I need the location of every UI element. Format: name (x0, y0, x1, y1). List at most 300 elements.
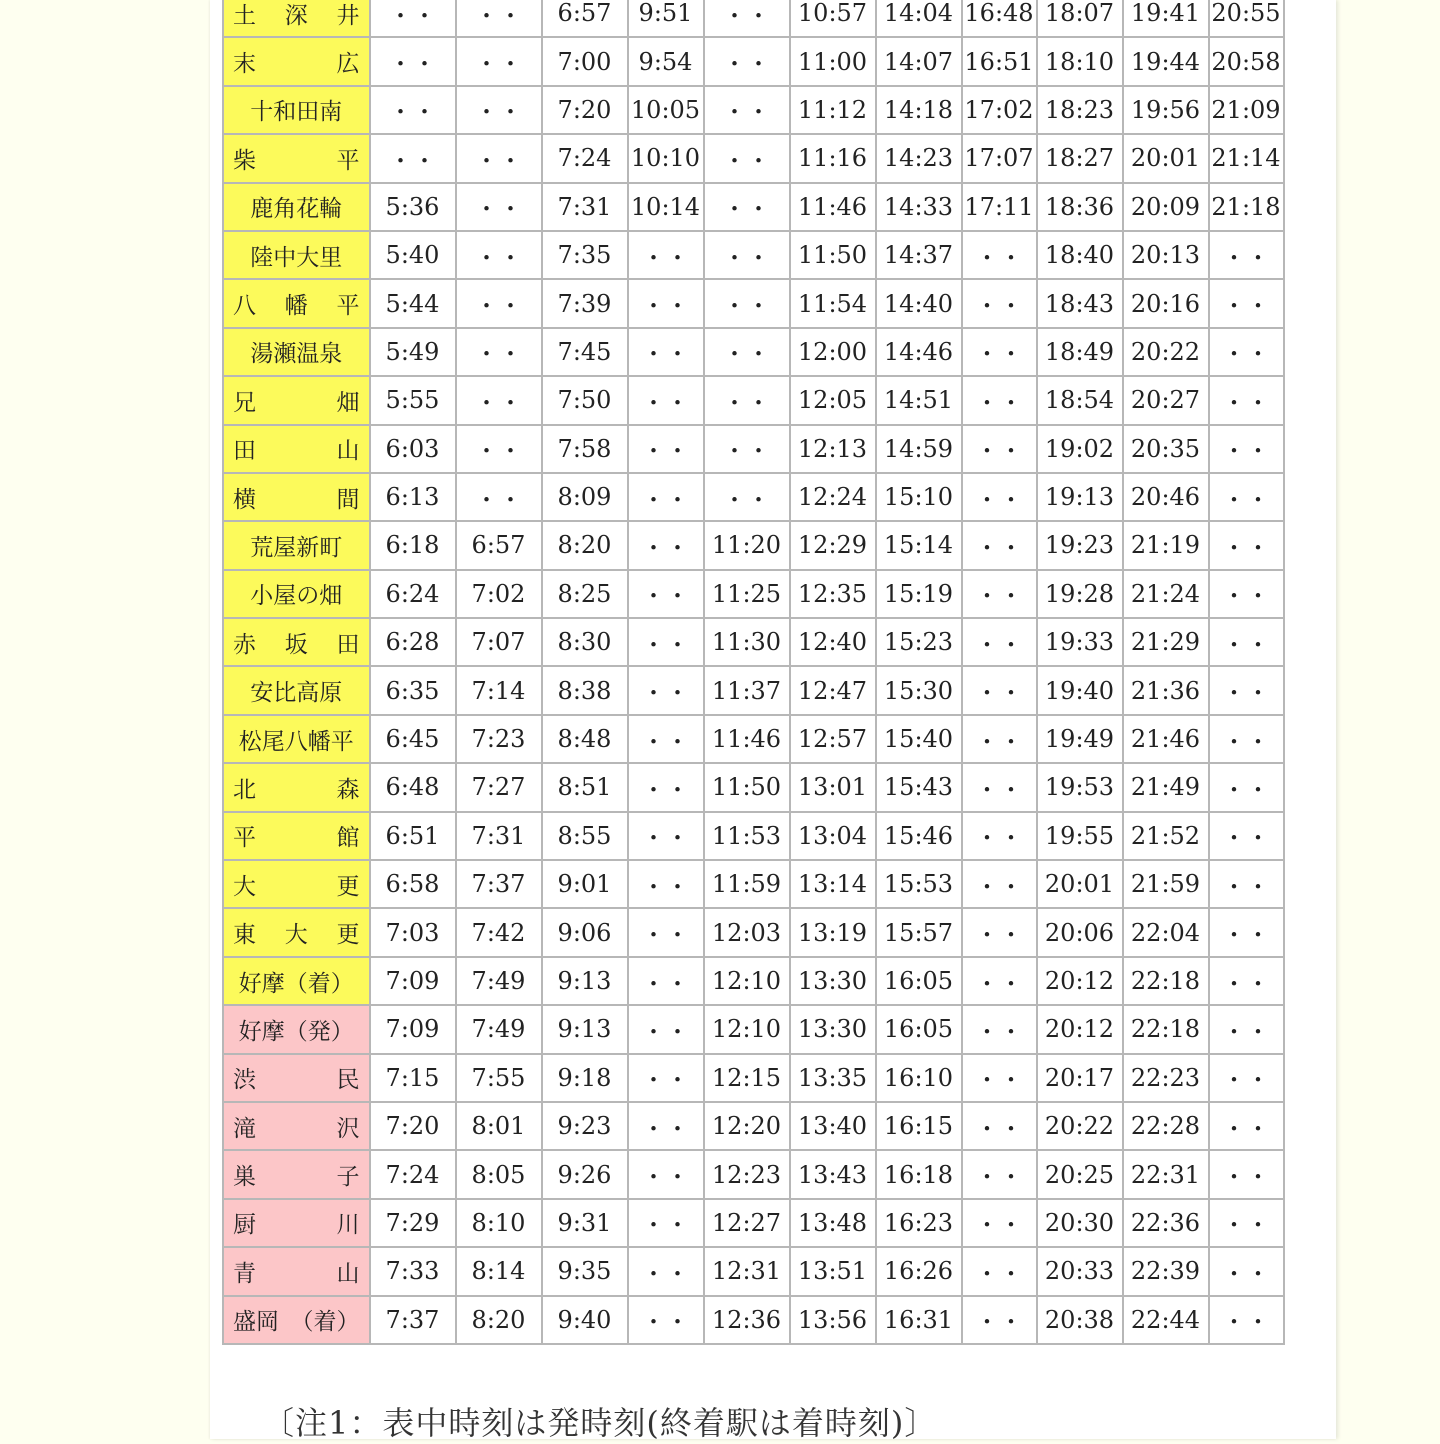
time-cell: 7:09 (370, 1005, 456, 1053)
time-cell: 7:20 (542, 86, 628, 134)
time-cell: ・・ (1209, 763, 1284, 811)
time-cell: 13:51 (790, 1247, 876, 1295)
time-cell: 18:36 (1037, 183, 1123, 231)
time-cell: 11:46 (704, 715, 790, 763)
time-cell: 12:15 (704, 1054, 790, 1102)
station-name-cell: 好摩（着） (223, 957, 370, 1005)
time-cell: ・・ (628, 473, 704, 521)
time-cell: 12:35 (790, 570, 876, 618)
time-cell: ・・ (628, 376, 704, 424)
time-cell: 21:49 (1123, 763, 1209, 811)
time-cell: 20:55 (1209, 0, 1284, 37)
time-cell: 13:43 (790, 1150, 876, 1198)
time-cell: 20:22 (1037, 1102, 1123, 1150)
station-name-cell: 小屋の畑 (223, 570, 370, 618)
time-cell: 16:05 (876, 957, 962, 1005)
time-cell: ・・ (704, 231, 790, 279)
time-cell: ・・ (456, 183, 542, 231)
time-cell: ・・ (962, 908, 1037, 956)
time-cell: ・・ (962, 618, 1037, 666)
time-cell: ・・ (1209, 570, 1284, 618)
time-cell: 7:02 (456, 570, 542, 618)
time-cell: 7:09 (370, 957, 456, 1005)
time-cell: ・・ (1209, 1296, 1284, 1344)
footnote: 〔注1：表中時刻は発時刻(終着駅は着時刻)〕 (262, 1404, 938, 1442)
time-cell: 7:31 (456, 812, 542, 860)
time-cell: ・・ (962, 1150, 1037, 1198)
time-cell: 13:56 (790, 1296, 876, 1344)
time-cell: 13:01 (790, 763, 876, 811)
time-cell: 5:36 (370, 183, 456, 231)
time-cell: 12:24 (790, 473, 876, 521)
time-cell: 7:49 (456, 1005, 542, 1053)
time-cell: 21:14 (1209, 134, 1284, 182)
time-cell: 11:25 (704, 570, 790, 618)
station-name-cell: 田 山 (223, 425, 370, 473)
time-cell: 12:27 (704, 1199, 790, 1247)
time-cell: ・・ (628, 279, 704, 327)
time-cell: 15:10 (876, 473, 962, 521)
time-cell: 12:05 (790, 376, 876, 424)
time-cell: ・・ (628, 618, 704, 666)
time-cell: ・・ (962, 957, 1037, 1005)
station-name-cell: 鹿角花輪 (223, 183, 370, 231)
time-cell: 15:14 (876, 521, 962, 569)
time-cell: 12:10 (704, 1005, 790, 1053)
time-cell: 8:14 (456, 1247, 542, 1295)
time-cell: 10:05 (628, 86, 704, 134)
time-cell: ・・ (962, 1005, 1037, 1053)
time-cell: 5:40 (370, 231, 456, 279)
time-cell: 7:31 (542, 183, 628, 231)
time-cell: ・・ (628, 425, 704, 473)
table-row (223, 231, 1284, 279)
time-cell: ・・ (1209, 1199, 1284, 1247)
time-cell: ・・ (370, 0, 456, 37)
time-cell: 12:20 (704, 1102, 790, 1150)
time-cell: 6:03 (370, 425, 456, 473)
time-cell: 11:59 (704, 860, 790, 908)
station-name-cell: 好摩（発） (223, 1005, 370, 1053)
table-row (223, 570, 1284, 618)
time-cell: 9:18 (542, 1054, 628, 1102)
time-cell: 10:14 (628, 183, 704, 231)
time-cell: 18:07 (1037, 0, 1123, 37)
time-cell: 9:40 (542, 1296, 628, 1344)
time-cell: 8:30 (542, 618, 628, 666)
time-cell: 5:55 (370, 376, 456, 424)
time-cell: ・・ (456, 425, 542, 473)
time-cell: 21:52 (1123, 812, 1209, 860)
time-cell: ・・ (962, 812, 1037, 860)
table-row (223, 1247, 1284, 1295)
time-cell: ・・ (628, 328, 704, 376)
time-cell: 14:23 (876, 134, 962, 182)
time-cell: 9:06 (542, 908, 628, 956)
table-row (223, 376, 1284, 424)
table-row (223, 328, 1284, 376)
time-cell: ・・ (704, 183, 790, 231)
station-name-cell: 松尾八幡平 (223, 715, 370, 763)
station-name-cell: 赤 坂 田 (223, 618, 370, 666)
time-cell: 15:53 (876, 860, 962, 908)
time-cell: 11:53 (704, 812, 790, 860)
time-cell: ・・ (456, 86, 542, 134)
time-cell: 22:36 (1123, 1199, 1209, 1247)
time-cell: 8:38 (542, 666, 628, 714)
time-cell: 19:41 (1123, 0, 1209, 37)
time-cell: 20:12 (1037, 957, 1123, 1005)
time-cell: ・・ (1209, 1005, 1284, 1053)
time-cell: ・・ (1209, 715, 1284, 763)
time-cell: 6:57 (456, 521, 542, 569)
time-cell: ・・ (962, 666, 1037, 714)
time-cell: 13:40 (790, 1102, 876, 1150)
table-row (223, 908, 1284, 956)
station-name-cell: 巣 子 (223, 1150, 370, 1198)
time-cell: 20:46 (1123, 473, 1209, 521)
time-cell: 9:26 (542, 1150, 628, 1198)
time-cell: 15:40 (876, 715, 962, 763)
time-cell: ・・ (1209, 1150, 1284, 1198)
time-cell: ・・ (628, 1150, 704, 1198)
time-cell: ・・ (456, 279, 542, 327)
time-cell: 11:20 (704, 521, 790, 569)
time-cell: ・・ (628, 763, 704, 811)
time-cell: ・・ (456, 37, 542, 85)
time-cell: 20:12 (1037, 1005, 1123, 1053)
table-row (223, 812, 1284, 860)
time-cell: ・・ (1209, 376, 1284, 424)
time-cell: 20:22 (1123, 328, 1209, 376)
time-cell: ・・ (1209, 957, 1284, 1005)
time-cell: 20:13 (1123, 231, 1209, 279)
time-cell: 13:35 (790, 1054, 876, 1102)
table-row (223, 425, 1284, 473)
time-cell: 6:13 (370, 473, 456, 521)
table-row (223, 1199, 1284, 1247)
time-cell: ・・ (628, 1296, 704, 1344)
time-cell: 6:18 (370, 521, 456, 569)
time-cell: ・・ (704, 328, 790, 376)
table-row (223, 1054, 1284, 1102)
time-cell: 18:40 (1037, 231, 1123, 279)
time-cell: 9:31 (542, 1199, 628, 1247)
table-row (223, 715, 1284, 763)
time-cell: 12:10 (704, 957, 790, 1005)
station-name-cell: 厨 川 (223, 1199, 370, 1247)
time-cell: 7:00 (542, 37, 628, 85)
station-name-cell: 盛岡 （着） (223, 1296, 370, 1344)
time-cell: 15:46 (876, 812, 962, 860)
time-cell: ・・ (962, 1247, 1037, 1295)
time-cell: 6:51 (370, 812, 456, 860)
time-cell: 20:09 (1123, 183, 1209, 231)
time-cell: 12:13 (790, 425, 876, 473)
time-cell: ・・ (628, 1199, 704, 1247)
time-cell: 7:58 (542, 425, 628, 473)
time-cell: ・・ (962, 328, 1037, 376)
time-cell: ・・ (1209, 328, 1284, 376)
time-cell: ・・ (628, 1005, 704, 1053)
time-cell: 12:57 (790, 715, 876, 763)
time-cell: ・・ (1209, 1102, 1284, 1150)
station-name-cell: 大 更 (223, 860, 370, 908)
time-cell: ・・ (1209, 860, 1284, 908)
time-cell: 7:39 (542, 279, 628, 327)
time-cell: 7:15 (370, 1054, 456, 1102)
time-cell: 22:23 (1123, 1054, 1209, 1102)
time-cell: 8:20 (542, 521, 628, 569)
time-cell: 22:39 (1123, 1247, 1209, 1295)
time-cell: 13:04 (790, 812, 876, 860)
time-cell: ・・ (370, 134, 456, 182)
time-cell: 9:51 (628, 0, 704, 37)
table-row (223, 860, 1284, 908)
time-cell: 12:40 (790, 618, 876, 666)
station-name-cell: 陸中大里 (223, 231, 370, 279)
table-row (223, 1102, 1284, 1150)
time-cell: 8:01 (456, 1102, 542, 1150)
time-cell: 16:23 (876, 1199, 962, 1247)
time-cell: 16:48 (962, 0, 1037, 37)
time-cell: 16:18 (876, 1150, 962, 1198)
time-cell: 9:13 (542, 957, 628, 1005)
time-cell: 13:14 (790, 860, 876, 908)
time-cell: 13:30 (790, 957, 876, 1005)
time-cell: ・・ (1209, 231, 1284, 279)
time-cell: ・・ (962, 715, 1037, 763)
time-cell: 8:55 (542, 812, 628, 860)
time-cell: 14:51 (876, 376, 962, 424)
time-cell: 19:23 (1037, 521, 1123, 569)
table-row (223, 37, 1284, 85)
time-cell: 15:57 (876, 908, 962, 956)
time-cell: 9:23 (542, 1102, 628, 1150)
station-name-cell: 滝 沢 (223, 1102, 370, 1150)
time-cell: 19:49 (1037, 715, 1123, 763)
time-cell: 21:29 (1123, 618, 1209, 666)
time-cell: ・・ (704, 134, 790, 182)
table-row (223, 957, 1284, 1005)
table-row (223, 279, 1284, 327)
time-cell: 7:37 (456, 860, 542, 908)
table-row (223, 473, 1284, 521)
table-row (223, 86, 1284, 134)
time-cell: 19:55 (1037, 812, 1123, 860)
time-cell: 21:46 (1123, 715, 1209, 763)
time-cell: ・・ (962, 279, 1037, 327)
time-cell: 10:10 (628, 134, 704, 182)
time-cell: 21:19 (1123, 521, 1209, 569)
time-cell: 14:46 (876, 328, 962, 376)
time-cell: 7:49 (456, 957, 542, 1005)
time-cell: ・・ (456, 134, 542, 182)
time-cell: ・・ (456, 328, 542, 376)
timetable-body (223, 0, 1284, 1344)
time-cell: 12:36 (704, 1296, 790, 1344)
time-cell: ・・ (704, 376, 790, 424)
time-cell: 18:27 (1037, 134, 1123, 182)
time-cell: ・・ (1209, 279, 1284, 327)
time-cell: 11:16 (790, 134, 876, 182)
time-cell: 7:29 (370, 1199, 456, 1247)
time-cell: 14:33 (876, 183, 962, 231)
station-name-cell: 八 幡 平 (223, 279, 370, 327)
time-cell: 18:43 (1037, 279, 1123, 327)
time-cell: ・・ (962, 231, 1037, 279)
time-cell: 14:07 (876, 37, 962, 85)
time-cell: 15:30 (876, 666, 962, 714)
time-cell: 14:40 (876, 279, 962, 327)
time-cell: 8:25 (542, 570, 628, 618)
time-cell: ・・ (962, 425, 1037, 473)
time-cell: ・・ (704, 473, 790, 521)
time-cell: 19:28 (1037, 570, 1123, 618)
time-cell: 16:05 (876, 1005, 962, 1053)
time-cell: 7:27 (456, 763, 542, 811)
station-name-cell: 東 大 更 (223, 908, 370, 956)
time-cell: 11:46 (790, 183, 876, 231)
table-row (223, 183, 1284, 231)
time-cell: 14:37 (876, 231, 962, 279)
table-row (223, 618, 1284, 666)
time-cell: 7:07 (456, 618, 542, 666)
time-cell: 19:44 (1123, 37, 1209, 85)
time-cell: 20:01 (1123, 134, 1209, 182)
time-cell: ・・ (628, 570, 704, 618)
time-cell: 22:28 (1123, 1102, 1209, 1150)
station-name-cell: 平 館 (223, 812, 370, 860)
table-row (223, 763, 1284, 811)
time-cell: ・・ (704, 86, 790, 134)
time-cell: ・・ (704, 425, 790, 473)
time-cell: 5:49 (370, 328, 456, 376)
time-cell: 7:24 (370, 1150, 456, 1198)
time-cell: 22:18 (1123, 1005, 1209, 1053)
time-cell: 7:24 (542, 134, 628, 182)
time-cell: 11:50 (704, 763, 790, 811)
time-cell: 6:28 (370, 618, 456, 666)
station-name-cell: 荒屋新町 (223, 521, 370, 569)
station-name-cell: 青 山 (223, 1247, 370, 1295)
time-cell: 18:23 (1037, 86, 1123, 134)
station-name-cell: 北 森 (223, 763, 370, 811)
time-cell: 8:51 (542, 763, 628, 811)
time-cell: ・・ (1209, 473, 1284, 521)
time-cell: 11:30 (704, 618, 790, 666)
time-cell: ・・ (628, 812, 704, 860)
time-cell: ・・ (962, 1199, 1037, 1247)
time-cell: 6:45 (370, 715, 456, 763)
time-cell: 11:54 (790, 279, 876, 327)
time-cell: 22:04 (1123, 908, 1209, 956)
time-cell: 14:59 (876, 425, 962, 473)
table-row (223, 1296, 1284, 1344)
time-cell: 12:03 (704, 908, 790, 956)
time-cell: ・・ (962, 521, 1037, 569)
time-cell: 6:58 (370, 860, 456, 908)
time-cell: ・・ (456, 473, 542, 521)
time-cell: 6:35 (370, 666, 456, 714)
time-cell: 11:50 (790, 231, 876, 279)
time-cell: 18:54 (1037, 376, 1123, 424)
table-row (223, 0, 1284, 37)
time-cell: 7:23 (456, 715, 542, 763)
time-cell: 21:18 (1209, 183, 1284, 231)
time-cell: 20:38 (1037, 1296, 1123, 1344)
time-cell: 7:35 (542, 231, 628, 279)
time-cell: ・・ (456, 376, 542, 424)
time-cell: 13:19 (790, 908, 876, 956)
time-cell: ・・ (962, 1296, 1037, 1344)
time-cell: 14:04 (876, 0, 962, 37)
time-cell: 9:01 (542, 860, 628, 908)
time-cell: 16:51 (962, 37, 1037, 85)
time-cell: 12:00 (790, 328, 876, 376)
time-cell: 5:44 (370, 279, 456, 327)
time-cell: 7:37 (370, 1296, 456, 1344)
time-cell: 16:10 (876, 1054, 962, 1102)
time-cell: 15:43 (876, 763, 962, 811)
time-cell: 6:57 (542, 0, 628, 37)
station-name-cell: 湯瀬温泉 (223, 328, 370, 376)
time-cell: 17:02 (962, 86, 1037, 134)
table-row (223, 134, 1284, 182)
time-cell: 17:07 (962, 134, 1037, 182)
time-cell: 13:30 (790, 1005, 876, 1053)
time-cell: 21:36 (1123, 666, 1209, 714)
time-cell: 13:48 (790, 1199, 876, 1247)
time-cell: ・・ (1209, 812, 1284, 860)
time-cell: 19:02 (1037, 425, 1123, 473)
time-cell: 15:23 (876, 618, 962, 666)
time-cell: 16:26 (876, 1247, 962, 1295)
time-cell: ・・ (962, 473, 1037, 521)
time-cell: ・・ (370, 86, 456, 134)
station-name-cell: 末 広 (223, 37, 370, 85)
time-cell: 21:59 (1123, 860, 1209, 908)
time-cell: 20:25 (1037, 1150, 1123, 1198)
time-cell: 20:27 (1123, 376, 1209, 424)
time-cell: 20:16 (1123, 279, 1209, 327)
station-name-cell: 安比高原 (223, 666, 370, 714)
time-cell: 19:40 (1037, 666, 1123, 714)
time-cell: 20:17 (1037, 1054, 1123, 1102)
time-cell: ・・ (1209, 1247, 1284, 1295)
time-cell: 7:33 (370, 1247, 456, 1295)
time-cell: 21:09 (1209, 86, 1284, 134)
time-cell: ・・ (962, 860, 1037, 908)
time-cell: 6:24 (370, 570, 456, 618)
time-cell: 7:50 (542, 376, 628, 424)
time-cell: 19:53 (1037, 763, 1123, 811)
time-cell: 9:13 (542, 1005, 628, 1053)
time-cell: 19:56 (1123, 86, 1209, 134)
time-cell: 12:23 (704, 1150, 790, 1198)
time-cell: ・・ (628, 715, 704, 763)
time-cell: ・・ (704, 279, 790, 327)
time-cell: ・・ (628, 860, 704, 908)
table-row (223, 666, 1284, 714)
time-cell: 14:18 (876, 86, 962, 134)
time-cell: 19:33 (1037, 618, 1123, 666)
time-cell: ・・ (628, 231, 704, 279)
time-cell: 16:15 (876, 1102, 962, 1150)
time-cell: ・・ (628, 908, 704, 956)
time-cell: ・・ (628, 957, 704, 1005)
time-cell: 20:06 (1037, 908, 1123, 956)
